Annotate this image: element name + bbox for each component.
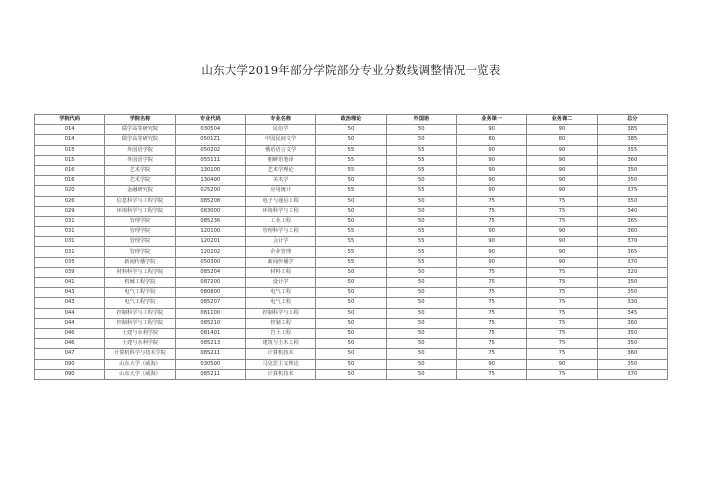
cell-college-code: 043	[35, 298, 105, 308]
cell-subject-two-score: 75	[527, 288, 597, 298]
cell-total-score: 350	[597, 165, 667, 175]
cell-total-score: 365	[597, 216, 667, 226]
cell-politics-score: 50	[316, 318, 386, 328]
cell-major-code: 085210	[175, 318, 245, 328]
cell-total-score: 360	[597, 227, 667, 237]
cell-college-name: 控制科学与工程学院	[105, 308, 175, 318]
cell-college-code: 047	[35, 349, 105, 359]
cell-major-code: 087200	[175, 278, 245, 288]
cell-college-name: 儒学高等研究院	[105, 125, 175, 135]
cell-total-score: 320	[597, 267, 667, 277]
cell-major-name: 管理科学与工程	[245, 227, 315, 237]
cell-total-score: 365	[597, 247, 667, 257]
cell-subject-two-score: 75	[527, 298, 597, 308]
cell-subject-one-score: 90	[456, 237, 526, 247]
cell-college-name: 山东大学（威海）	[105, 369, 175, 379]
cell-major-code: 085207	[175, 298, 245, 308]
cell-major-name: 俄语语言文学	[245, 145, 315, 155]
cell-major-code: 120100	[175, 227, 245, 237]
cell-major-code: 030500	[175, 359, 245, 369]
cell-subject-two-score: 90	[527, 237, 597, 247]
cell-subject-one-score: 75	[456, 288, 526, 298]
cell-total-score: 370	[597, 237, 667, 247]
cell-major-name: 电子与通信工程	[245, 196, 315, 206]
cell-subject-two-score: 90	[527, 155, 597, 165]
cell-total-score: 350	[597, 196, 667, 206]
cell-major-name: 控制工程	[245, 318, 315, 328]
table-row	[35, 278, 668, 288]
cell-foreign-language-score: 50	[386, 125, 456, 135]
cell-major-code: 081401	[175, 328, 245, 338]
table-row	[35, 339, 668, 349]
cell-subject-two-score: 90	[527, 227, 597, 237]
cell-major-name: 艺术学理论	[245, 165, 315, 175]
cell-subject-two-score: 90	[527, 145, 597, 155]
cell-politics-score: 50	[316, 278, 386, 288]
cell-college-name: 新闻传播学院	[105, 257, 175, 267]
cell-subject-two-score: 75	[527, 267, 597, 277]
cell-major-name: 朝鲜语笔译	[245, 155, 315, 165]
cell-foreign-language-score: 55	[386, 227, 456, 237]
table-row	[35, 165, 668, 175]
cell-politics-score: 50	[316, 288, 386, 298]
cell-foreign-language-score: 50	[386, 176, 456, 186]
cell-subject-two-score: 75	[527, 308, 597, 318]
cell-politics-score: 50	[316, 369, 386, 379]
cell-total-score: 360	[597, 318, 667, 328]
cell-major-code: 080800	[175, 288, 245, 298]
cell-politics-score: 55	[316, 247, 386, 257]
cell-subject-one-score: 75	[456, 267, 526, 277]
cell-total-score: 350	[597, 288, 667, 298]
table-row	[35, 196, 668, 206]
cell-total-score: 370	[597, 369, 667, 379]
cell-foreign-language-score: 55	[386, 145, 456, 155]
cell-subject-one-score: 90	[456, 186, 526, 196]
cell-major-code: 081100	[175, 308, 245, 318]
table-row	[35, 247, 668, 257]
cell-college-code: 090	[35, 369, 105, 379]
cell-college-code: 031	[35, 247, 105, 257]
cell-college-name: 外国语学院	[105, 155, 175, 165]
cell-subject-two-score: 75	[527, 318, 597, 328]
cell-major-name: 企业管理	[245, 247, 315, 257]
cell-college-code: 031	[35, 227, 105, 237]
cell-major-code: 130400	[175, 176, 245, 186]
cell-politics-score: 55	[316, 186, 386, 196]
cell-college-code: 046	[35, 328, 105, 338]
cell-college-name: 材料科学与工程学院	[105, 267, 175, 277]
cell-foreign-language-score: 50	[386, 328, 456, 338]
cell-college-name: 电气工程学院	[105, 298, 175, 308]
table-row	[35, 176, 668, 186]
cell-foreign-language-score: 50	[386, 216, 456, 226]
cell-total-score: 330	[597, 298, 667, 308]
cell-major-code: 120201	[175, 237, 245, 247]
cell-foreign-language-score: 50	[386, 359, 456, 369]
table-row	[35, 349, 668, 359]
cell-politics-score: 55	[316, 237, 386, 247]
table-row	[35, 308, 668, 318]
cell-subject-two-score: 75	[527, 216, 597, 226]
cell-major-code: 055111	[175, 155, 245, 165]
cell-subject-one-score: 90	[456, 165, 526, 175]
cell-subject-one-score: 90	[456, 247, 526, 257]
table-row	[35, 288, 668, 298]
cell-major-name: 马克思主义理论	[245, 359, 315, 369]
cell-major-code: 085236	[175, 216, 245, 226]
cell-subject-one-score: 90	[456, 227, 526, 237]
cell-college-name: 金融研究院	[105, 186, 175, 196]
cell-subject-one-score: 75	[456, 308, 526, 318]
cell-politics-score: 50	[316, 298, 386, 308]
header-foreign-language: 外国语	[386, 115, 456, 125]
cell-total-score: 350	[597, 359, 667, 369]
cell-subject-one-score: 75	[456, 349, 526, 359]
cell-major-name: 电气工程	[245, 288, 315, 298]
table-row	[35, 125, 668, 135]
cell-college-code: 020	[35, 186, 105, 196]
header-subject-two: 业务课二	[527, 115, 597, 125]
cell-subject-two-score: 90	[527, 125, 597, 135]
cell-subject-two-score: 90	[527, 247, 597, 257]
cell-college-code: 016	[35, 176, 105, 186]
cell-major-name: 工业工程	[245, 216, 315, 226]
header-subject-one: 业务课一	[456, 115, 526, 125]
cell-major-name: 计算机技术	[245, 349, 315, 359]
cell-major-name: 会计学	[245, 237, 315, 247]
cell-total-score: 375	[597, 186, 667, 196]
cell-foreign-language-score: 50	[386, 278, 456, 288]
cell-college-code: 044	[35, 318, 105, 328]
cell-major-code: 083000	[175, 206, 245, 216]
table-body	[35, 125, 668, 380]
cell-foreign-language-score: 50	[386, 288, 456, 298]
cell-politics-score: 50	[316, 216, 386, 226]
cell-college-name: 环境科学与工程学院	[105, 206, 175, 216]
cell-major-name: 材料工程	[245, 267, 315, 277]
cell-foreign-language-score: 50	[386, 308, 456, 318]
cell-foreign-language-score: 55	[386, 237, 456, 247]
cell-major-code: 0501Z1	[175, 135, 245, 145]
cell-major-name: 中国民间文学	[245, 135, 315, 145]
cell-major-code: 085208	[175, 196, 245, 206]
cell-major-code: 025200	[175, 186, 245, 196]
cell-major-name: 控制科学与工程	[245, 308, 315, 318]
cell-subject-two-score: 75	[527, 328, 597, 338]
cell-foreign-language-score: 55	[386, 155, 456, 165]
header-major-code: 专业代码	[175, 115, 245, 125]
cell-subject-two-score: 90	[527, 165, 597, 175]
cell-college-code: 041	[35, 278, 105, 288]
cell-foreign-language-score: 50	[386, 206, 456, 216]
cell-college-name: 计算机科学与技术学院	[105, 349, 175, 359]
cell-subject-two-score: 90	[527, 359, 597, 369]
cell-college-code: 031	[35, 237, 105, 247]
table-header-row	[35, 115, 668, 125]
cell-politics-score: 50	[316, 135, 386, 145]
cell-subject-one-score: 75	[456, 196, 526, 206]
score-table	[34, 114, 668, 380]
cell-total-score: 385	[597, 125, 667, 135]
cell-college-name: 管理学院	[105, 247, 175, 257]
cell-college-name: 土建与水利学院	[105, 339, 175, 349]
cell-major-code: 030504	[175, 125, 245, 135]
cell-college-code: 015	[35, 145, 105, 155]
cell-college-code: 035	[35, 257, 105, 267]
cell-subject-one-score: 90	[456, 145, 526, 155]
table-row	[35, 298, 668, 308]
table-row	[35, 227, 668, 237]
cell-college-code: 014	[35, 125, 105, 135]
cell-college-code: 043	[35, 288, 105, 298]
cell-subject-one-score: 90	[456, 257, 526, 267]
cell-college-name: 山东大学（威海）	[105, 359, 175, 369]
header-college-code: 学院代码	[35, 115, 105, 125]
cell-politics-score: 55	[316, 145, 386, 155]
cell-college-code: 046	[35, 339, 105, 349]
cell-subject-two-score: 75	[527, 339, 597, 349]
cell-college-name: 儒学高等研究院	[105, 135, 175, 145]
cell-total-score: 350	[597, 339, 667, 349]
cell-major-name: 设计学	[245, 278, 315, 288]
header-major-name: 专业名称	[245, 115, 315, 125]
document-title: 山东大学2019年部分学院部分专业分数线调整情况一览表	[201, 63, 501, 77]
cell-college-code: 090	[35, 359, 105, 369]
cell-subject-one-score: 75	[456, 339, 526, 349]
table-row	[35, 257, 668, 267]
cell-college-name: 电气工程学院	[105, 288, 175, 298]
cell-subject-one-score: 75	[456, 206, 526, 216]
cell-politics-score: 55	[316, 227, 386, 237]
table-row	[35, 328, 668, 338]
cell-major-code: 130100	[175, 165, 245, 175]
cell-subject-two-score: 75	[527, 206, 597, 216]
cell-college-name: 管理学院	[105, 237, 175, 247]
cell-subject-one-score: 75	[456, 298, 526, 308]
cell-politics-score: 50	[316, 125, 386, 135]
cell-politics-score: 50	[316, 176, 386, 186]
cell-politics-score: 50	[316, 359, 386, 369]
cell-total-score: 385	[597, 135, 667, 145]
cell-subject-two-score: 90	[527, 257, 597, 267]
cell-subject-two-score: 75	[527, 369, 597, 379]
cell-subject-one-score: 75	[456, 278, 526, 288]
cell-major-name: 建筑与土木工程	[245, 339, 315, 349]
cell-major-name: 岩土工程	[245, 328, 315, 338]
cell-foreign-language-score: 50	[386, 369, 456, 379]
cell-subject-one-score: 75	[456, 369, 526, 379]
cell-major-code: 085211	[175, 369, 245, 379]
cell-college-name: 外国语学院	[105, 145, 175, 155]
cell-college-code: 016	[35, 165, 105, 175]
cell-college-code: 044	[35, 308, 105, 318]
cell-total-score: 345	[597, 308, 667, 318]
cell-politics-score: 50	[316, 308, 386, 318]
cell-college-code: 015	[35, 155, 105, 165]
cell-total-score: 360	[597, 349, 667, 359]
cell-major-name: 环境科学与工程	[245, 206, 315, 216]
cell-foreign-language-score: 55	[386, 247, 456, 257]
header-college-name: 学院名称	[105, 115, 175, 125]
cell-foreign-language-score: 55	[386, 186, 456, 196]
cell-college-code: 026	[35, 196, 105, 206]
cell-subject-one-score: 90	[456, 176, 526, 186]
cell-total-score: 340	[597, 206, 667, 216]
cell-major-code: 085211	[175, 349, 245, 359]
cell-subject-two-score: 75	[527, 196, 597, 206]
cell-major-code: 085213	[175, 339, 245, 349]
cell-subject-one-score: 75	[456, 318, 526, 328]
cell-total-score: 350	[597, 278, 667, 288]
cell-major-name: 应用统计	[245, 186, 315, 196]
table-row	[35, 267, 668, 277]
cell-foreign-language-score: 50	[386, 349, 456, 359]
cell-college-name: 机械工程学院	[105, 278, 175, 288]
header-politics: 政治理论	[316, 115, 386, 125]
cell-college-name: 信息科学与工程学院	[105, 196, 175, 206]
table-row	[35, 186, 668, 196]
cell-total-score: 350	[597, 176, 667, 186]
cell-major-name: 新闻传播学	[245, 257, 315, 267]
cell-foreign-language-score: 50	[386, 318, 456, 328]
cell-major-name: 美术学	[245, 176, 315, 186]
cell-politics-score: 50	[316, 267, 386, 277]
cell-subject-one-score: 75	[456, 216, 526, 226]
cell-college-code: 029	[35, 206, 105, 216]
cell-total-score: 360	[597, 155, 667, 165]
cell-subject-two-score: 75	[527, 349, 597, 359]
cell-foreign-language-score: 55	[386, 165, 456, 175]
cell-major-name: 计算机技术	[245, 369, 315, 379]
cell-college-code: 039	[35, 267, 105, 277]
cell-major-code: 050300	[175, 257, 245, 267]
header-total: 总分	[597, 115, 667, 125]
cell-subject-one-score: 90	[456, 125, 526, 135]
cell-major-name: 电气工程	[245, 298, 315, 308]
cell-college-name: 管理学院	[105, 216, 175, 226]
cell-subject-two-score: 90	[527, 176, 597, 186]
cell-college-name: 土建与水利学院	[105, 328, 175, 338]
cell-politics-score: 55	[316, 257, 386, 267]
cell-politics-score: 50	[316, 196, 386, 206]
cell-college-name: 管理学院	[105, 227, 175, 237]
cell-total-score: 370	[597, 257, 667, 267]
cell-college-name: 艺术学院	[105, 176, 175, 186]
cell-politics-score: 55	[316, 155, 386, 165]
cell-subject-one-score: 80	[456, 135, 526, 145]
cell-major-code: 120202	[175, 247, 245, 257]
cell-foreign-language-score: 50	[386, 135, 456, 145]
cell-subject-two-score: 90	[527, 186, 597, 196]
cell-major-code: 085204	[175, 267, 245, 277]
cell-college-name: 控制科学与工程学院	[105, 318, 175, 328]
cell-major-name: 民俗学	[245, 125, 315, 135]
table-row	[35, 135, 668, 145]
cell-subject-two-score: 80	[527, 135, 597, 145]
cell-college-code: 014	[35, 135, 105, 145]
cell-politics-score: 50	[316, 349, 386, 359]
table-row	[35, 359, 668, 369]
cell-subject-one-score: 75	[456, 328, 526, 338]
cell-foreign-language-score: 50	[386, 196, 456, 206]
table-row	[35, 216, 668, 226]
table-row	[35, 155, 668, 165]
cell-total-score: 355	[597, 145, 667, 155]
cell-subject-one-score: 90	[456, 359, 526, 369]
cell-foreign-language-score: 50	[386, 339, 456, 349]
table-row	[35, 206, 668, 216]
cell-politics-score: 55	[316, 165, 386, 175]
cell-subject-one-score: 90	[456, 155, 526, 165]
cell-politics-score: 50	[316, 328, 386, 338]
cell-college-name: 艺术学院	[105, 165, 175, 175]
cell-major-code: 050202	[175, 145, 245, 155]
cell-foreign-language-score: 50	[386, 298, 456, 308]
cell-foreign-language-score: 50	[386, 267, 456, 277]
table-row	[35, 318, 668, 328]
cell-college-code: 031	[35, 216, 105, 226]
cell-politics-score: 50	[316, 339, 386, 349]
table-row	[35, 369, 668, 379]
cell-total-score: 350	[597, 328, 667, 338]
cell-politics-score: 50	[316, 206, 386, 216]
table-row	[35, 145, 668, 155]
cell-subject-two-score: 75	[527, 278, 597, 288]
cell-foreign-language-score: 55	[386, 257, 456, 267]
table-row	[35, 237, 668, 247]
